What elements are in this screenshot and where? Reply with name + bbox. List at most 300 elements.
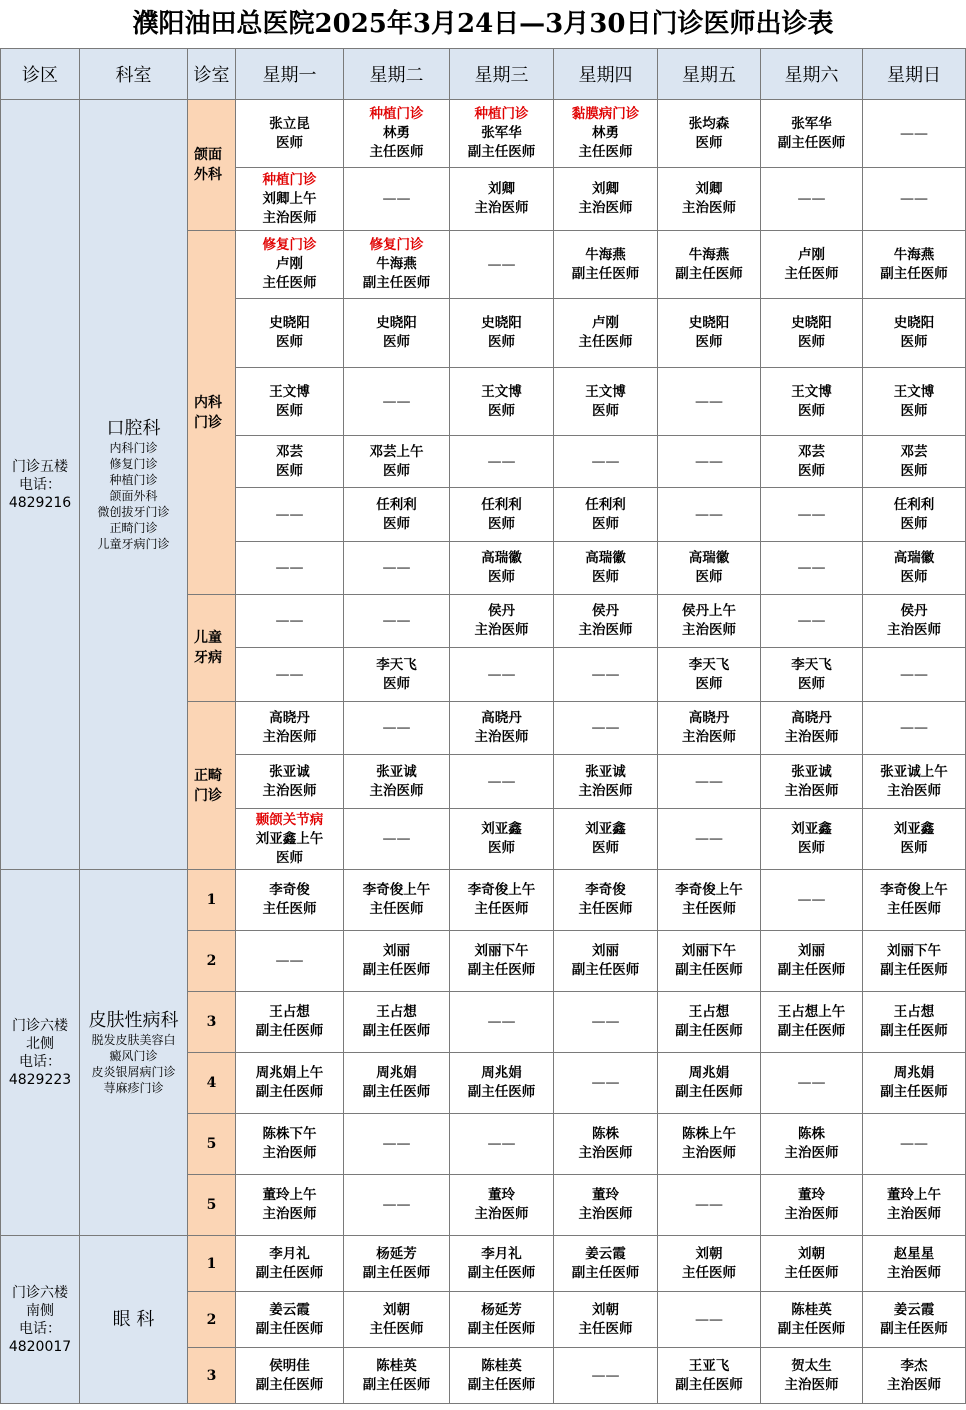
doctor-cell [450,1348,554,1404]
doctor-cell: —— [344,595,450,648]
room-cell: 5 [188,1175,236,1236]
header-cell: 星期三 [450,49,554,100]
doctor-cell [344,1292,450,1348]
doctor-line: 高瑞徽 [585,550,626,566]
doctor-line: 主任医师 [369,144,424,160]
doctor-cell [761,1114,863,1175]
doctor-line: 任利利 [585,496,626,513]
doctor-line: 刘朝 [592,1301,619,1318]
doctor-cell [761,702,863,755]
doctor-cell: —— [554,702,658,755]
doctor-cell [236,755,344,809]
doctor-line: 主任医师 [578,901,633,917]
room-cell: 颌面 外科 [188,100,236,231]
doctor-line: 张亚诚 [791,763,832,780]
doctor-line: 主治医师 [262,729,317,745]
doctor-line: 刘朝 [383,1301,410,1318]
doctor-line: 副主任医师 [571,962,640,978]
doctor-line: 刘丽 [383,943,410,959]
doctor-line: 张军华 [481,125,522,141]
doctor-cell [554,1175,658,1236]
doctor-cell: —— [761,1053,863,1114]
zone-line: 门诊六楼 [12,1017,68,1034]
doctor-line: 任利利 [376,496,417,513]
doctor-cell [554,931,658,992]
doctor-cell [236,702,344,755]
doctor-line: 副主任医师 [571,1264,640,1281]
dept-sub: 种植门诊 [109,472,158,487]
doctor-cell [761,436,863,488]
doctor-cell [236,1114,344,1175]
doctor-cell: —— [344,702,450,755]
doctor-line: 副主任医师 [675,1376,743,1393]
doctor-cell [658,1053,761,1114]
doctor-line: 董玲上午 [262,1187,317,1203]
doctor-line: 史晓阳 [481,315,522,331]
doctor-cell [658,542,761,595]
doctor-line: 王文博 [893,383,935,400]
doctor-line: 邓芸 [276,443,303,460]
room-cell: 2 [188,1292,236,1348]
schedule-row [1,100,966,168]
zone-line: 4829216 [8,494,72,511]
doctor-line: 主治医师 [474,200,529,216]
doctor-cell: —— [658,488,761,542]
doctor-cell [554,809,658,870]
doctor-line: 主治医师 [262,1206,317,1222]
doctor-line: 主治医师 [578,200,633,216]
doctor-line: 主任医师 [682,1264,736,1281]
doctor-line: 副主任医师 [362,1376,431,1393]
doctor-cell [863,1292,966,1348]
doctor-cell [863,231,966,299]
clinic-label: 修复门诊 [262,237,317,253]
doctor-line: 王文博 [269,383,310,400]
header-cell: 诊室 [188,49,236,100]
clinic-label: 种植门诊 [474,106,529,122]
header-cell: 星期二 [344,49,450,100]
zone-cell [1,870,80,1236]
doctor-cell [658,1236,761,1292]
doctor-line: 副主任医师 [880,962,948,978]
doctor-line: 姜云霞 [893,1301,935,1318]
doctor-line: 主治医师 [784,1376,839,1393]
doctor-cell [554,368,658,436]
clinic-label: 修复门诊 [369,237,424,253]
doctor-line: 主任医师 [784,265,839,282]
doctor-line: 陈桂英 [791,1301,832,1318]
doctor-line: 王文博 [585,383,626,400]
doctor-line: 李奇俊 [269,882,310,898]
dept-sub: 颌面外科 [109,488,158,503]
doctor-line: 主任医师 [682,901,736,917]
doctor-line: 王占想上午 [777,1004,846,1020]
doctor-line: 主治医师 [262,782,317,799]
doctor-line: 医师 [488,515,515,532]
doctor-cell [236,809,344,870]
doctor-line: 高晓丹 [688,710,730,726]
doctor-line: 李天飞 [791,656,832,673]
doctor-line: 贺太生 [791,1357,832,1374]
doctor-line: 姜云霞 [585,1245,626,1262]
doctor-line: 副主任医师 [777,134,846,151]
doctor-cell [863,488,966,542]
doctor-cell [863,1348,966,1404]
doctor-cell [344,755,450,809]
doctor-line: 张亚诚 [269,763,310,780]
doctor-line: 医师 [383,334,410,350]
doctor-line: 张亚诚上午 [880,763,948,780]
doctor-line: 主治医师 [682,200,736,216]
doctor-cell [236,168,344,231]
doctor-line: 医师 [695,334,723,350]
doctor-line: 主任医师 [474,901,529,917]
doctor-cell: —— [761,542,863,595]
doctor-line: 副主任医师 [467,962,536,978]
doctor-line: 卢刚 [276,256,303,272]
doctor-cell [450,542,554,595]
doctor-cell [554,1114,658,1175]
doctor-line: 副主任医师 [467,1264,536,1281]
doctor-cell [344,1053,450,1114]
doctor-cell [554,1292,658,1348]
doctor-line: 邓芸上午 [369,443,424,460]
doctor-line: 副主任医师 [467,1320,536,1337]
doctor-line: 主任医师 [369,1320,424,1337]
doctor-line: 王亚飞 [688,1357,730,1374]
doctor-cell: —— [658,1292,761,1348]
doctor-line: 主治医师 [578,1145,633,1161]
doctor-line: 副主任医师 [467,1084,536,1100]
doctor-line: 副主任医师 [777,1023,846,1039]
doctor-line: 医师 [900,515,928,532]
doctor-line: 刘亚鑫上午 [255,830,324,847]
doctor-line: 史晓阳 [893,315,935,331]
doctor-cell [658,1348,761,1404]
doctor-cell: —— [658,368,761,436]
dept-sub: 正畸门诊 [109,520,158,535]
doctor-line: 刘丽下午 [474,943,529,959]
doctor-cell: —— [863,168,966,231]
doctor-line: 主治医师 [578,782,633,799]
room-cell: 内科 门诊 [188,231,236,595]
doctor-line: 主任医师 [578,1320,633,1337]
doctor-line: 医师 [276,849,303,866]
schedule-row [1,1236,966,1292]
doctor-cell [236,1053,344,1114]
zone-line: 电话： [19,1053,61,1070]
doctor-line: 王占想 [893,1004,935,1020]
doctor-cell [450,595,554,648]
clinic-label: 颞颌关节病 [255,811,324,828]
dept-sub: 内科门诊 [109,440,158,455]
doctor-line: 医师 [798,402,825,419]
doctor-line: 刘丽 [798,943,825,959]
dept-sub: 皮炎银屑病门诊 [91,1064,176,1079]
doctor-cell [450,168,554,231]
clinic-label: 种植门诊 [262,171,317,188]
doctor-line: 王占想 [688,1004,730,1020]
room-cell: 1 [188,870,236,931]
clinic-label: 种植门诊 [369,106,424,122]
doctor-line: 林勇 [383,125,410,141]
doctor-line: 侯丹 [900,603,928,619]
doctor-cell: —— [658,1175,761,1236]
doctor-cell [236,231,344,299]
doctor-line: 李天飞 [376,656,417,673]
doctor-cell [658,299,761,368]
dept-name: 皮肤性病科 [88,1009,179,1031]
doctor-cell [761,755,863,809]
doctor-line: 陈桂英 [376,1357,417,1374]
header-cell: 诊区 [1,49,80,100]
zone-cell [1,1236,80,1404]
room-cell: 1 [188,1236,236,1292]
doctor-cell [658,992,761,1053]
doctor-cell [344,488,450,542]
doctor-line: 副主任医师 [467,144,536,160]
doctor-line: 刘卿上午 [262,190,317,207]
doctor-line: 王占想 [376,1004,417,1020]
doctor-cell [450,299,554,368]
doctor-cell [658,595,761,648]
doctor-cell [554,542,658,595]
doctor-line: 刘亚鑫 [585,821,626,837]
doctor-line: 董玲上午 [887,1187,941,1203]
doctor-cell: —— [863,702,966,755]
dept-cell [80,1236,188,1404]
doctor-cell [236,1348,344,1404]
doctor-cell [554,168,658,231]
doctor-cell [554,488,658,542]
doctor-line: 侯丹 [488,603,515,619]
doctor-line: 主治医师 [784,1206,839,1222]
doctor-line: 李奇俊上午 [467,882,536,898]
doctor-line: 李奇俊上午 [880,882,948,898]
doctor-cell [554,299,658,368]
doctor-line: 副主任医师 [675,1023,743,1039]
doctor-cell [761,299,863,368]
doctor-cell [344,1236,450,1292]
room-cell: 2 [188,931,236,992]
doctor-line: 陈株 [592,1126,619,1142]
doctor-line: 医师 [900,462,928,479]
doctor-cell: —— [344,1114,450,1175]
doctor-line: 医师 [798,675,825,692]
doctor-cell [761,1236,863,1292]
doctor-line: 主治医师 [262,1145,317,1161]
zone-line: 电话： [19,1320,61,1337]
doctor-line: 陈株上午 [682,1126,736,1142]
doctor-cell [761,368,863,436]
room-cell: 4 [188,1053,236,1114]
doctor-cell [658,702,761,755]
doctor-cell [863,595,966,648]
doctor-line: 副主任医师 [880,1023,948,1039]
doctor-line: 副主任医师 [777,1320,846,1337]
doctor-line: 医师 [383,515,410,532]
doctor-cell: —— [344,368,450,436]
dept-cell [80,100,188,870]
doctor-cell: —— [236,931,344,992]
doctor-line: 李月礼 [269,1245,310,1262]
doctor-cell [761,231,863,299]
doctor-line: 副主任医师 [255,1376,324,1393]
doctor-cell [554,231,658,299]
doctor-line: 主治医师 [887,1264,941,1281]
doctor-line: 刘朝 [798,1245,825,1262]
doctor-line: 副主任医师 [362,1084,431,1100]
doctor-cell [236,368,344,436]
doctor-line: 卢刚 [592,315,619,331]
doctor-line: 医师 [592,515,619,532]
doctor-line: 刘亚鑫 [481,821,522,837]
header-cell: 星期四 [554,49,658,100]
doctor-line: 王占想 [269,1004,310,1020]
zone-line: 北侧 [26,1035,54,1052]
doctor-cell [761,1348,863,1404]
doctor-cell [863,299,966,368]
doctor-line: 副主任医师 [675,265,743,282]
doctor-cell [450,368,554,436]
doctor-cell [658,931,761,992]
doctor-cell [863,755,966,809]
doctor-line: 主治医师 [682,729,736,745]
doctor-cell [450,702,554,755]
doctor-line: 董玲 [488,1187,515,1203]
doctor-line: 医师 [695,569,723,585]
doctor-cell: —— [344,1175,450,1236]
doctor-line: 医师 [592,569,619,585]
doctor-line: 姜云霞 [269,1301,310,1318]
doctor-cell [344,1348,450,1404]
doctor-cell: —— [554,1053,658,1114]
doctor-line: 侯丹上午 [682,603,736,619]
doctor-line: 医师 [276,462,303,479]
doctor-line: 刘丽下午 [682,943,736,959]
doctor-cell [344,870,450,931]
doctor-cell [658,100,761,168]
doctor-line: 主任医师 [262,901,317,917]
doctor-cell: —— [450,648,554,702]
doctor-line: 主任医师 [887,901,941,917]
doctor-line: 医师 [798,840,825,856]
doctor-cell [761,648,863,702]
doctor-line: 侯明佳 [269,1357,310,1374]
zone-line: 4829223 [8,1071,72,1088]
doctor-line: 主治医师 [474,1206,529,1222]
doctor-line: 史晓阳 [376,315,417,331]
doctor-cell [761,1292,863,1348]
doctor-line: 杨延芳 [376,1245,417,1262]
doctor-line: 主治医师 [578,622,633,638]
dept-sub: 癜风门诊 [109,1048,158,1063]
room-cell: 3 [188,1348,236,1404]
doctor-line: 副主任医师 [777,962,846,978]
doctor-line: 主任医师 [262,275,317,291]
doctor-line: 卢刚 [798,246,825,263]
doctor-line: 周兆娟 [481,1065,522,1081]
header-cell: 星期一 [236,49,344,100]
doctor-cell: —— [450,436,554,488]
doctor-cell [554,870,658,931]
doctor-line: 周兆娟 [688,1065,730,1081]
doctor-cell [236,992,344,1053]
doctor-line: 主治医师 [887,1206,941,1222]
doctor-line: 牛海燕 [376,256,417,272]
room-cell: 3 [188,992,236,1053]
doctor-line: 史晓阳 [688,315,730,331]
doctor-line: 史晓阳 [791,315,832,331]
doctor-cell [863,1175,966,1236]
doctor-cell [554,100,658,168]
doctor-cell [236,870,344,931]
doctor-line: 史晓阳 [269,315,310,331]
doctor-cell [236,1292,344,1348]
doctor-line: 医师 [900,840,928,856]
doctor-cell [863,1053,966,1114]
doctor-line: 牛海燕 [688,246,730,263]
doctor-line: 医师 [592,402,619,419]
doctor-line: 医师 [488,334,515,350]
doctor-line: 王文博 [791,383,832,400]
doctor-line: 医师 [276,134,303,151]
doctor-line: 牛海燕 [585,246,626,263]
doctor-cell [236,299,344,368]
doctor-line: 张军华 [791,115,832,132]
doctor-line: 刘卿 [488,181,515,197]
dept-name: 眼 科 [112,1308,155,1330]
doctor-line: 牛海燕 [893,246,935,263]
doctor-cell [236,1236,344,1292]
header-cell: 星期六 [761,49,863,100]
doctor-line: 主治医师 [784,729,839,745]
doctor-cell [863,1236,966,1292]
doctor-cell: —— [863,100,966,168]
doctor-line: 李奇俊 [585,882,626,898]
doctor-line: 刘亚鑫 [893,821,935,837]
doctor-line: 主治医师 [578,1206,633,1222]
doctor-line: 邓芸 [900,443,928,460]
doctor-cell [658,1114,761,1175]
doctor-line: 医师 [488,840,515,856]
doctor-cell: —— [658,436,761,488]
doctor-line: 副主任医师 [362,275,431,291]
zone-cell [1,100,80,870]
doctor-cell: —— [658,809,761,870]
doctor-line: 李杰 [900,1357,928,1374]
doctor-cell [236,1175,344,1236]
doctor-cell [450,1236,554,1292]
doctor-line: 刘丽下午 [887,943,941,959]
clinic-label: 黏膜病门诊 [571,106,640,122]
doctor-line: 刘朝 [695,1245,723,1262]
zone-line: 4820017 [8,1338,72,1355]
doctor-line: 林勇 [592,125,619,141]
doctor-cell [450,1292,554,1348]
doctor-line: 主治医师 [887,782,941,799]
doctor-line: 主治医师 [887,1376,941,1393]
doctor-line: 高晓丹 [791,710,832,726]
doctor-cell [658,231,761,299]
doctor-cell: —— [554,992,658,1053]
doctor-line: 医师 [798,462,825,479]
doctor-cell: —— [761,168,863,231]
doctor-cell [863,542,966,595]
doctor-cell [344,436,450,488]
doctor-line: 主治医师 [474,729,529,745]
doctor-line: 董玲 [592,1187,619,1203]
